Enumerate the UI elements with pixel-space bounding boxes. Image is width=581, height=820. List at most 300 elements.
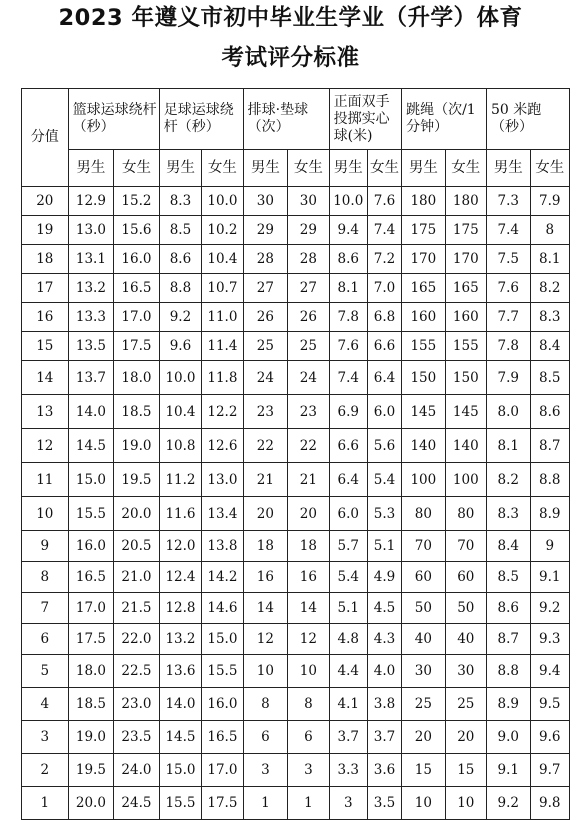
table-cell: 25: [445, 688, 486, 721]
table-cell: 13.7: [68, 361, 114, 395]
table-cell: 11.8: [202, 361, 243, 395]
table-cell: 3: [243, 754, 288, 787]
table-cell: 7.9: [487, 361, 531, 395]
table-cell: 16.0: [202, 688, 243, 721]
table-cell: 150: [445, 361, 486, 395]
table-row: [22, 361, 570, 395]
header-50m-run: 50 米跑（秒）: [487, 89, 570, 150]
table-cell: 5.1: [329, 593, 367, 624]
page-title: 2023 年遵义市初中毕业生学业（升学）体育: [58, 5, 523, 31]
table-cell: 8.5: [530, 361, 570, 395]
table-cell: 160: [402, 303, 446, 332]
table-cell: 9.6: [159, 332, 201, 361]
table-cell: 20.0: [68, 787, 114, 820]
table-row: [22, 395, 570, 429]
header-rope-skipping: 跳绳（次/1分钟）: [402, 89, 487, 150]
table-cell: 9.1: [530, 562, 570, 593]
table-cell: 8.3: [159, 187, 201, 216]
table-row: [22, 593, 570, 624]
score-cell: 17: [22, 274, 69, 303]
table-cell: 13.0: [68, 216, 114, 245]
table-cell: 19.5: [68, 754, 114, 787]
table-cell: 22: [288, 429, 329, 463]
table-cell: 8.1: [487, 429, 531, 463]
score-cell: 16: [22, 303, 69, 332]
table-cell: 70: [445, 531, 486, 562]
table-cell: 6.8: [367, 303, 401, 332]
table-cell: 14.6: [202, 593, 243, 624]
table-cell: 23: [288, 395, 329, 429]
table-cell: 7.6: [329, 332, 367, 361]
table-cell: 8.7: [530, 429, 570, 463]
table-cell: 14.0: [159, 688, 201, 721]
table-cell: 3.5: [367, 787, 401, 820]
table-cell: 8.3: [530, 303, 570, 332]
table-cell: 6: [288, 721, 329, 754]
table-cell: 8.5: [487, 562, 531, 593]
header-volleyball: 排球·垫球（次）: [243, 89, 329, 150]
table-cell: 3: [288, 754, 329, 787]
table-cell: 10: [243, 655, 288, 688]
table-cell: 13.0: [202, 463, 243, 497]
table-cell: 17.0: [202, 754, 243, 787]
table-cell: 80: [445, 497, 486, 531]
table-cell: 6.0: [367, 395, 401, 429]
table-row: [22, 655, 570, 688]
table-cell: 5.1: [367, 531, 401, 562]
table-cell: 9.4: [329, 216, 367, 245]
table-cell: 150: [402, 361, 446, 395]
table-cell: 13.1: [68, 245, 114, 274]
table-cell: 17.0: [114, 303, 160, 332]
female-header: 女生: [288, 150, 329, 187]
table-cell: 30: [445, 655, 486, 688]
table-cell: 13.6: [159, 655, 201, 688]
table-cell: 12: [288, 624, 329, 655]
table-cell: 140: [445, 429, 486, 463]
table-cell: 24: [243, 361, 288, 395]
table-cell: 9.0: [487, 721, 531, 754]
table-cell: 9.2: [159, 303, 201, 332]
table-cell: 10.8: [159, 429, 201, 463]
table-cell: 50: [402, 593, 446, 624]
female-header: 女生: [202, 150, 243, 187]
table-cell: 27: [288, 274, 329, 303]
male-header: 男生: [159, 150, 201, 187]
table-cell: 11.2: [159, 463, 201, 497]
table-cell: 20: [445, 721, 486, 754]
table-cell: 13.2: [68, 274, 114, 303]
table-cell: 5.7: [329, 531, 367, 562]
table-row: [22, 187, 570, 216]
table-cell: 9.1: [487, 754, 531, 787]
table-cell: 10.0: [159, 361, 201, 395]
table-cell: 10.4: [159, 395, 201, 429]
table-cell: 8.2: [530, 274, 570, 303]
table-cell: 8.7: [487, 624, 531, 655]
table-row: [22, 216, 570, 245]
table-cell: 8: [243, 688, 288, 721]
table-cell: 7.4: [487, 216, 531, 245]
score-cell: 4: [22, 688, 69, 721]
table-cell: 145: [445, 395, 486, 429]
table-cell: 80: [402, 497, 446, 531]
score-cell: 10: [22, 497, 69, 531]
table-row: [22, 463, 570, 497]
table-cell: 7.3: [487, 187, 531, 216]
table-cell: 6.4: [329, 463, 367, 497]
table-cell: 9.3: [530, 624, 570, 655]
table-cell: 145: [402, 395, 446, 429]
table-cell: 8.4: [487, 531, 531, 562]
table-cell: 10: [445, 787, 486, 820]
table-cell: 18.0: [68, 655, 114, 688]
table-cell: 23.0: [114, 688, 160, 721]
female-header: 女生: [367, 150, 401, 187]
table-cell: 20: [402, 721, 446, 754]
table-cell: 18.5: [114, 395, 160, 429]
table-cell: 14: [288, 593, 329, 624]
table-cell: 9.2: [530, 593, 570, 624]
male-header: 男生: [243, 150, 288, 187]
table-cell: 23: [243, 395, 288, 429]
table-cell: 26: [243, 303, 288, 332]
table-cell: 16.5: [114, 274, 160, 303]
table-cell: 100: [445, 463, 486, 497]
table-row: [22, 303, 570, 332]
table-cell: 8.2: [487, 463, 531, 497]
score-cell: 3: [22, 721, 69, 754]
table-cell: 14.5: [159, 721, 201, 754]
table-cell: 4.8: [329, 624, 367, 655]
table-cell: 28: [243, 245, 288, 274]
table-cell: 8.6: [530, 395, 570, 429]
table-cell: 4.5: [367, 593, 401, 624]
table-cell: 7.6: [367, 187, 401, 216]
score-cell: 6: [22, 624, 69, 655]
table-cell: 165: [402, 274, 446, 303]
table-cell: 12.4: [159, 562, 201, 593]
table-cell: 6.4: [367, 361, 401, 395]
table-cell: 16.0: [68, 531, 114, 562]
table-row: [22, 721, 570, 754]
table-row: [22, 497, 570, 531]
table-cell: 13.5: [68, 332, 114, 361]
table-cell: 180: [445, 187, 486, 216]
header-shot-put: 正面双手投掷实心球(米): [329, 89, 401, 150]
table-cell: 13.2: [159, 624, 201, 655]
table-cell: 1: [243, 787, 288, 820]
table-cell: 15.5: [68, 497, 114, 531]
table-cell: 19.5: [114, 463, 160, 497]
score-cell: 11: [22, 463, 69, 497]
table-cell: 3.3: [329, 754, 367, 787]
table-cell: 7.4: [329, 361, 367, 395]
table-cell: 6: [243, 721, 288, 754]
table-row: [22, 274, 570, 303]
male-header: 男生: [402, 150, 446, 187]
table-cell: 6.6: [329, 429, 367, 463]
table-cell: 60: [445, 562, 486, 593]
table-cell: 7.8: [329, 303, 367, 332]
table-cell: 5.6: [367, 429, 401, 463]
table-cell: 9.8: [530, 787, 570, 820]
table-cell: 8.5: [159, 216, 201, 245]
table-cell: 3.8: [367, 688, 401, 721]
table-cell: 7.4: [367, 216, 401, 245]
table-cell: 15.6: [114, 216, 160, 245]
table-cell: 4.0: [367, 655, 401, 688]
score-cell: 5: [22, 655, 69, 688]
table-cell: 15.0: [159, 754, 201, 787]
scoring-standard-table: [21, 88, 570, 820]
female-header: 女生: [445, 150, 486, 187]
table-cell: 8.9: [530, 497, 570, 531]
table-cell: 8.6: [487, 593, 531, 624]
table-row: [22, 754, 570, 787]
table-cell: 30: [243, 187, 288, 216]
page-subtitle: 考试评分标准: [221, 45, 360, 71]
table-cell: 7.2: [367, 245, 401, 274]
table-cell: 10: [402, 787, 446, 820]
table-cell: 21: [288, 463, 329, 497]
table-cell: 100: [402, 463, 446, 497]
table-cell: 21.0: [114, 562, 160, 593]
table-cell: 29: [288, 216, 329, 245]
male-header: 男生: [68, 150, 114, 187]
table-cell: 17.5: [114, 332, 160, 361]
score-cell: 19: [22, 216, 69, 245]
table-cell: 7.5: [487, 245, 531, 274]
table-cell: 12.2: [202, 395, 243, 429]
male-header: 男生: [329, 150, 367, 187]
table-cell: 16.5: [68, 562, 114, 593]
table-cell: 12.0: [159, 531, 201, 562]
table-cell: 28: [288, 245, 329, 274]
table-cell: 30: [402, 655, 446, 688]
table-cell: 10.7: [202, 274, 243, 303]
table-row: [22, 332, 570, 361]
table-cell: 165: [445, 274, 486, 303]
table-cell: 20: [288, 497, 329, 531]
table-cell: 20: [243, 497, 288, 531]
table-cell: 21: [243, 463, 288, 497]
header-football: 足球运球绕杆（秒）: [159, 89, 243, 150]
table-cell: 155: [445, 332, 486, 361]
table-cell: 8.4: [530, 332, 570, 361]
table-cell: 15: [402, 754, 446, 787]
table-cell: 10: [288, 655, 329, 688]
table-cell: 8.6: [329, 245, 367, 274]
table-cell: 17.5: [68, 624, 114, 655]
score-cell: 13: [22, 395, 69, 429]
table-cell: 160: [445, 303, 486, 332]
score-cell: 8: [22, 562, 69, 593]
table-cell: 15.5: [202, 655, 243, 688]
table-cell: 50: [445, 593, 486, 624]
table-cell: 11.6: [159, 497, 201, 531]
table-cell: 5.4: [367, 463, 401, 497]
table-cell: 8.8: [487, 655, 531, 688]
table-cell: 10.4: [202, 245, 243, 274]
table-cell: 25: [402, 688, 446, 721]
table-cell: 140: [402, 429, 446, 463]
table-cell: 6.9: [329, 395, 367, 429]
table-cell: 23.5: [114, 721, 160, 754]
table-cell: 4.1: [329, 688, 367, 721]
table-cell: 180: [402, 187, 446, 216]
table-row: [22, 624, 570, 655]
table-cell: 14.5: [68, 429, 114, 463]
table-cell: 8.0: [487, 395, 531, 429]
table-cell: 6.0: [329, 497, 367, 531]
table-cell: 175: [402, 216, 446, 245]
score-cell: 1: [22, 787, 69, 820]
table-cell: 11.4: [202, 332, 243, 361]
table-cell: 14.0: [68, 395, 114, 429]
table-cell: 18: [288, 531, 329, 562]
table-cell: 19.0: [114, 429, 160, 463]
table-cell: 175: [445, 216, 486, 245]
table-cell: 5.4: [329, 562, 367, 593]
table-cell: 8: [530, 216, 570, 245]
table-cell: 8.3: [487, 497, 531, 531]
table-cell: 15.5: [159, 787, 201, 820]
table-cell: 3.7: [367, 721, 401, 754]
header-basketball: 篮球运球绕杆（秒）: [68, 89, 159, 150]
table-cell: 26: [288, 303, 329, 332]
table-cell: 22.5: [114, 655, 160, 688]
table-cell: 8.1: [329, 274, 367, 303]
score-cell: 9: [22, 531, 69, 562]
table-cell: 15.0: [68, 463, 114, 497]
male-header: 男生: [487, 150, 531, 187]
table-cell: 21.5: [114, 593, 160, 624]
table-cell: 10.2: [202, 216, 243, 245]
table-row: [22, 688, 570, 721]
table-cell: 12.9: [68, 187, 114, 216]
table-cell: 20.5: [114, 531, 160, 562]
table-cell: 25: [288, 332, 329, 361]
table-cell: 15.2: [114, 187, 160, 216]
table-cell: 8.6: [159, 245, 201, 274]
table-cell: 7.9: [530, 187, 570, 216]
table-cell: 17.5: [202, 787, 243, 820]
female-header: 女生: [114, 150, 160, 187]
table-cell: 4.4: [329, 655, 367, 688]
table-cell: 24: [288, 361, 329, 395]
score-cell: 7: [22, 593, 69, 624]
table-cell: 18.0: [114, 361, 160, 395]
score-cell: 18: [22, 245, 69, 274]
table-cell: 16.0: [114, 245, 160, 274]
table-cell: 24.5: [114, 787, 160, 820]
table-cell: 14.2: [202, 562, 243, 593]
table-cell: 70: [402, 531, 446, 562]
table-cell: 15.0: [202, 624, 243, 655]
table-cell: 12.6: [202, 429, 243, 463]
table-cell: 40: [402, 624, 446, 655]
table-cell: 60: [402, 562, 446, 593]
female-header: 女生: [530, 150, 570, 187]
table-cell: 14: [243, 593, 288, 624]
table-cell: 22: [243, 429, 288, 463]
table-cell: 12.8: [159, 593, 201, 624]
table-cell: 4.9: [367, 562, 401, 593]
table-cell: 6.6: [367, 332, 401, 361]
table-cell: 9.4: [530, 655, 570, 688]
table-cell: 17.0: [68, 593, 114, 624]
table-cell: 7.0: [367, 274, 401, 303]
table-cell: 10.0: [329, 187, 367, 216]
table-cell: 8.1: [530, 245, 570, 274]
table-cell: 8: [288, 688, 329, 721]
table-cell: 8.8: [530, 463, 570, 497]
table-cell: 12: [243, 624, 288, 655]
table-cell: 18: [243, 531, 288, 562]
score-cell: 20: [22, 187, 69, 216]
table-cell: 29: [243, 216, 288, 245]
score-cell: 12: [22, 429, 69, 463]
score-header: 分值: [22, 89, 69, 187]
table-cell: 24.0: [114, 754, 160, 787]
table-cell: 27: [243, 274, 288, 303]
table-cell: 5.3: [367, 497, 401, 531]
table-cell: 13.4: [202, 497, 243, 531]
table-cell: 9.7: [530, 754, 570, 787]
table-cell: 22.0: [114, 624, 160, 655]
table-cell: 8.8: [159, 274, 201, 303]
table-cell: 4.3: [367, 624, 401, 655]
table-cell: 170: [445, 245, 486, 274]
table-cell: 9.5: [530, 688, 570, 721]
table-cell: 16: [243, 562, 288, 593]
table-cell: 7.8: [487, 332, 531, 361]
table-cell: 13.8: [202, 531, 243, 562]
table-cell: 16: [288, 562, 329, 593]
table-cell: 9.2: [487, 787, 531, 820]
table-cell: 15: [445, 754, 486, 787]
table-cell: 25: [243, 332, 288, 361]
table-cell: 9: [530, 531, 570, 562]
table-cell: 1: [288, 787, 329, 820]
table-cell: 40: [445, 624, 486, 655]
table-row: [22, 531, 570, 562]
table-cell: 10.0: [202, 187, 243, 216]
score-cell: 14: [22, 361, 69, 395]
table-cell: 20.0: [114, 497, 160, 531]
table-cell: 3.7: [329, 721, 367, 754]
score-cell: 15: [22, 332, 69, 361]
table-cell: 13.3: [68, 303, 114, 332]
table-cell: 8.9: [487, 688, 531, 721]
table-cell: 155: [402, 332, 446, 361]
table-cell: 19.0: [68, 721, 114, 754]
table-row: [22, 245, 570, 274]
table-cell: 3: [329, 787, 367, 820]
table-row: [22, 429, 570, 463]
table-cell: 3.6: [367, 754, 401, 787]
table-cell: 170: [402, 245, 446, 274]
table-cell: 7.7: [487, 303, 531, 332]
table-cell: 30: [288, 187, 329, 216]
table-row: [22, 562, 570, 593]
table-cell: 16.5: [202, 721, 243, 754]
score-cell: 2: [22, 754, 69, 787]
table-cell: 11.0: [202, 303, 243, 332]
table-cell: 9.6: [530, 721, 570, 754]
table-cell: 7.6: [487, 274, 531, 303]
